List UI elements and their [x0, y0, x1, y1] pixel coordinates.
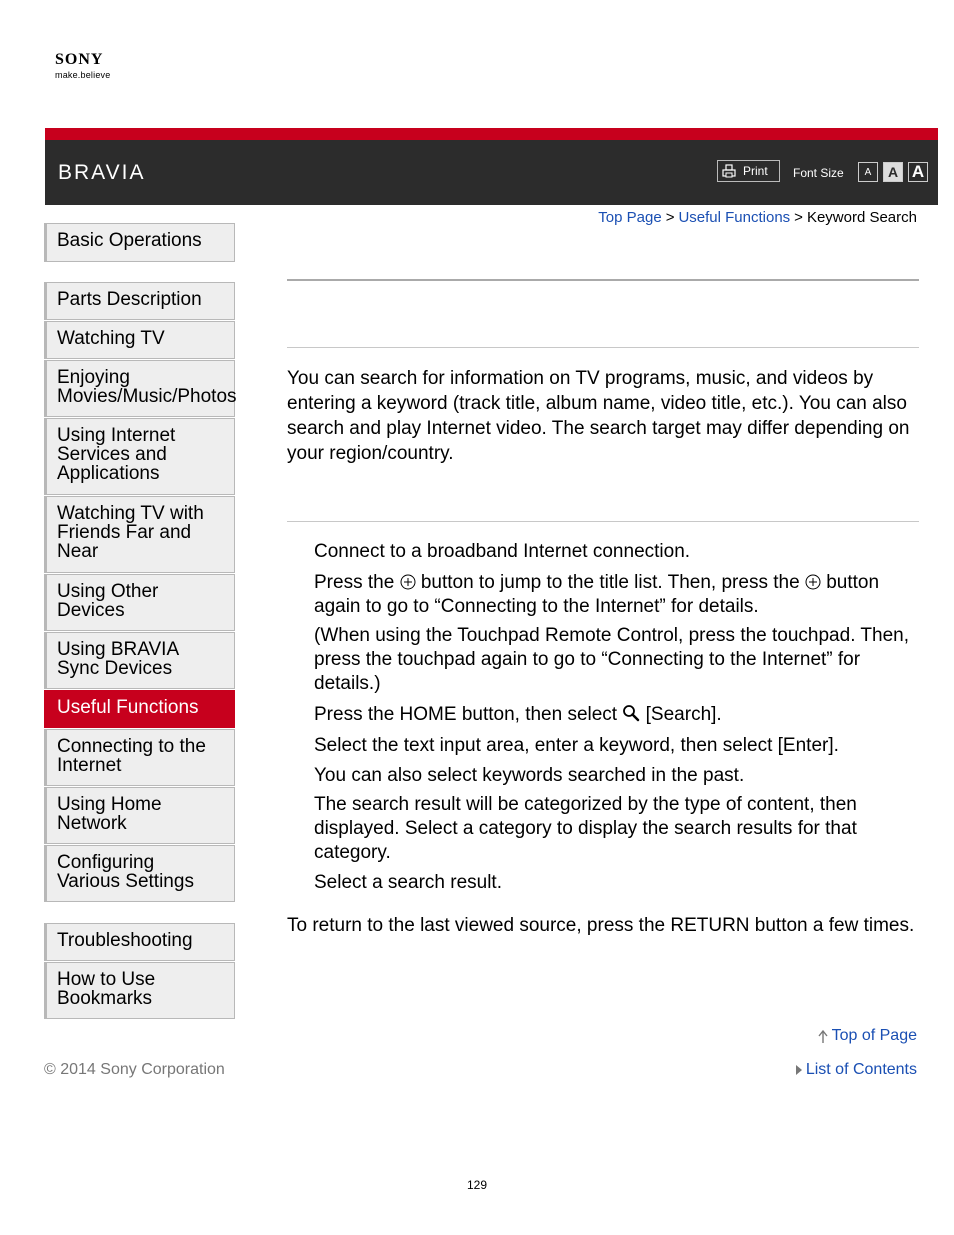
arrow-right-icon	[795, 1063, 803, 1077]
sony-tagline: make.believe	[55, 70, 111, 80]
print-button[interactable]	[717, 160, 780, 182]
breadcrumb-useful-functions[interactable]: Useful Functions	[678, 209, 791, 226]
options-button-icon	[805, 574, 821, 590]
top-of-page-link[interactable]	[817, 1027, 917, 1045]
sidebar-item-other-devices[interactable]: Using Other Devices	[44, 574, 235, 631]
sidebar-item-home-network[interactable]: Using Home Network	[44, 787, 235, 844]
intro-paragraph: You can search for information on TV programs, music, and videos by entering a keyword (track title, album name, video title, etc.). You can also search and play Internet video. The search target may differ depending on your region/country.	[287, 368, 910, 464]
font-size-small-button[interactable]: A	[858, 162, 878, 182]
step-5: Select a search result.	[314, 872, 502, 893]
font-size-large-button[interactable]: A	[908, 162, 928, 182]
title-divider	[287, 279, 919, 281]
sony-wordmark: SONY	[55, 51, 104, 68]
sidebar-item-internet-services[interactable]: Using Internet Services and Applications	[44, 418, 235, 495]
header-accent-bar	[45, 128, 938, 140]
copyright: © 2014 Sony Corporation	[44, 1061, 225, 1078]
sidebar-item-connecting-internet[interactable]: Connecting to the Internet	[44, 729, 235, 786]
sidebar-item-configuring-settings[interactable]: Configuring Various Settings	[44, 845, 235, 902]
step-4-result-note: The search result will be categorized by the type of content, then displayed. Select a category to display the search results for that category.	[314, 794, 857, 863]
step-3-text-b: [Search].	[645, 704, 722, 725]
options-button-icon	[400, 574, 416, 590]
header-bar	[45, 140, 938, 205]
sidebar-item-troubleshooting[interactable]: Troubleshooting	[44, 923, 235, 961]
step-2-note: (When using the Touchpad Remote Control, press the touchpad. Then, press the touchpad again to go to “Connecting to the Internet” for details.)	[314, 625, 909, 694]
font-size-label: Font Size	[793, 166, 844, 180]
sidebar-item-watching-tv-friends[interactable]: Watching TV with Friends Far and Near	[44, 496, 235, 573]
step-2-text-a: Press the	[314, 572, 395, 593]
search-icon	[622, 704, 640, 722]
list-of-contents-label: List of Contents	[805, 1061, 917, 1078]
sidebar-item-useful-functions[interactable]: Useful Functions	[44, 690, 235, 728]
step-4-note: You can also select keywords searched in the past.	[314, 765, 745, 786]
print-icon	[722, 164, 736, 178]
breadcrumb-separator: >	[665, 209, 675, 226]
page-number: 129	[466, 1178, 488, 1192]
print-label: Print	[743, 164, 768, 178]
step-2	[314, 571, 919, 619]
breadcrumb-current: Keyword Search	[806, 209, 917, 226]
step-4: Select the text input area, enter a keyword, then select [Enter].	[314, 735, 839, 756]
sidebar-item-watching-tv[interactable]: Watching TV	[44, 321, 235, 359]
sidebar-item-parts-description[interactable]: Parts Description	[44, 282, 235, 320]
step-2-text-c: button again to go to “Connecting to the Internet” for details.	[314, 572, 880, 617]
sidebar-item-basic-operations[interactable]: Basic Operations	[44, 223, 235, 262]
sidebar-item-bravia-sync[interactable]: Using BRAVIA Sync Devices	[44, 632, 235, 689]
list-of-contents-link[interactable]	[795, 1061, 917, 1079]
section-divider	[287, 347, 919, 348]
step-2-text-b: button to jump to the title list. Then, press the	[420, 572, 800, 593]
font-size-medium-button[interactable]: A	[883, 162, 903, 182]
step-3	[314, 703, 919, 727]
top-of-page-label: Top of Page	[831, 1027, 917, 1044]
sidebar-item-enjoying-media[interactable]: Enjoying Movies/Music/Photos	[44, 360, 235, 417]
arrow-up-icon	[817, 1029, 829, 1043]
sony-logo	[55, 52, 110, 81]
steps-divider	[287, 521, 919, 522]
breadcrumb-top-page[interactable]: Top Page	[598, 209, 662, 226]
return-note: To return to the last viewed source, press the RETURN button a few times.	[287, 915, 915, 936]
step-3-text-a: Press the HOME button, then select	[314, 704, 618, 725]
breadcrumb	[598, 209, 917, 226]
step-1: Connect to a broadband Internet connection.	[314, 541, 691, 562]
sidebar-item-bookmarks[interactable]: How to Use Bookmarks	[44, 962, 235, 1019]
breadcrumb-separator: >	[794, 209, 803, 226]
bravia-logo: BRAVIA	[58, 161, 146, 184]
